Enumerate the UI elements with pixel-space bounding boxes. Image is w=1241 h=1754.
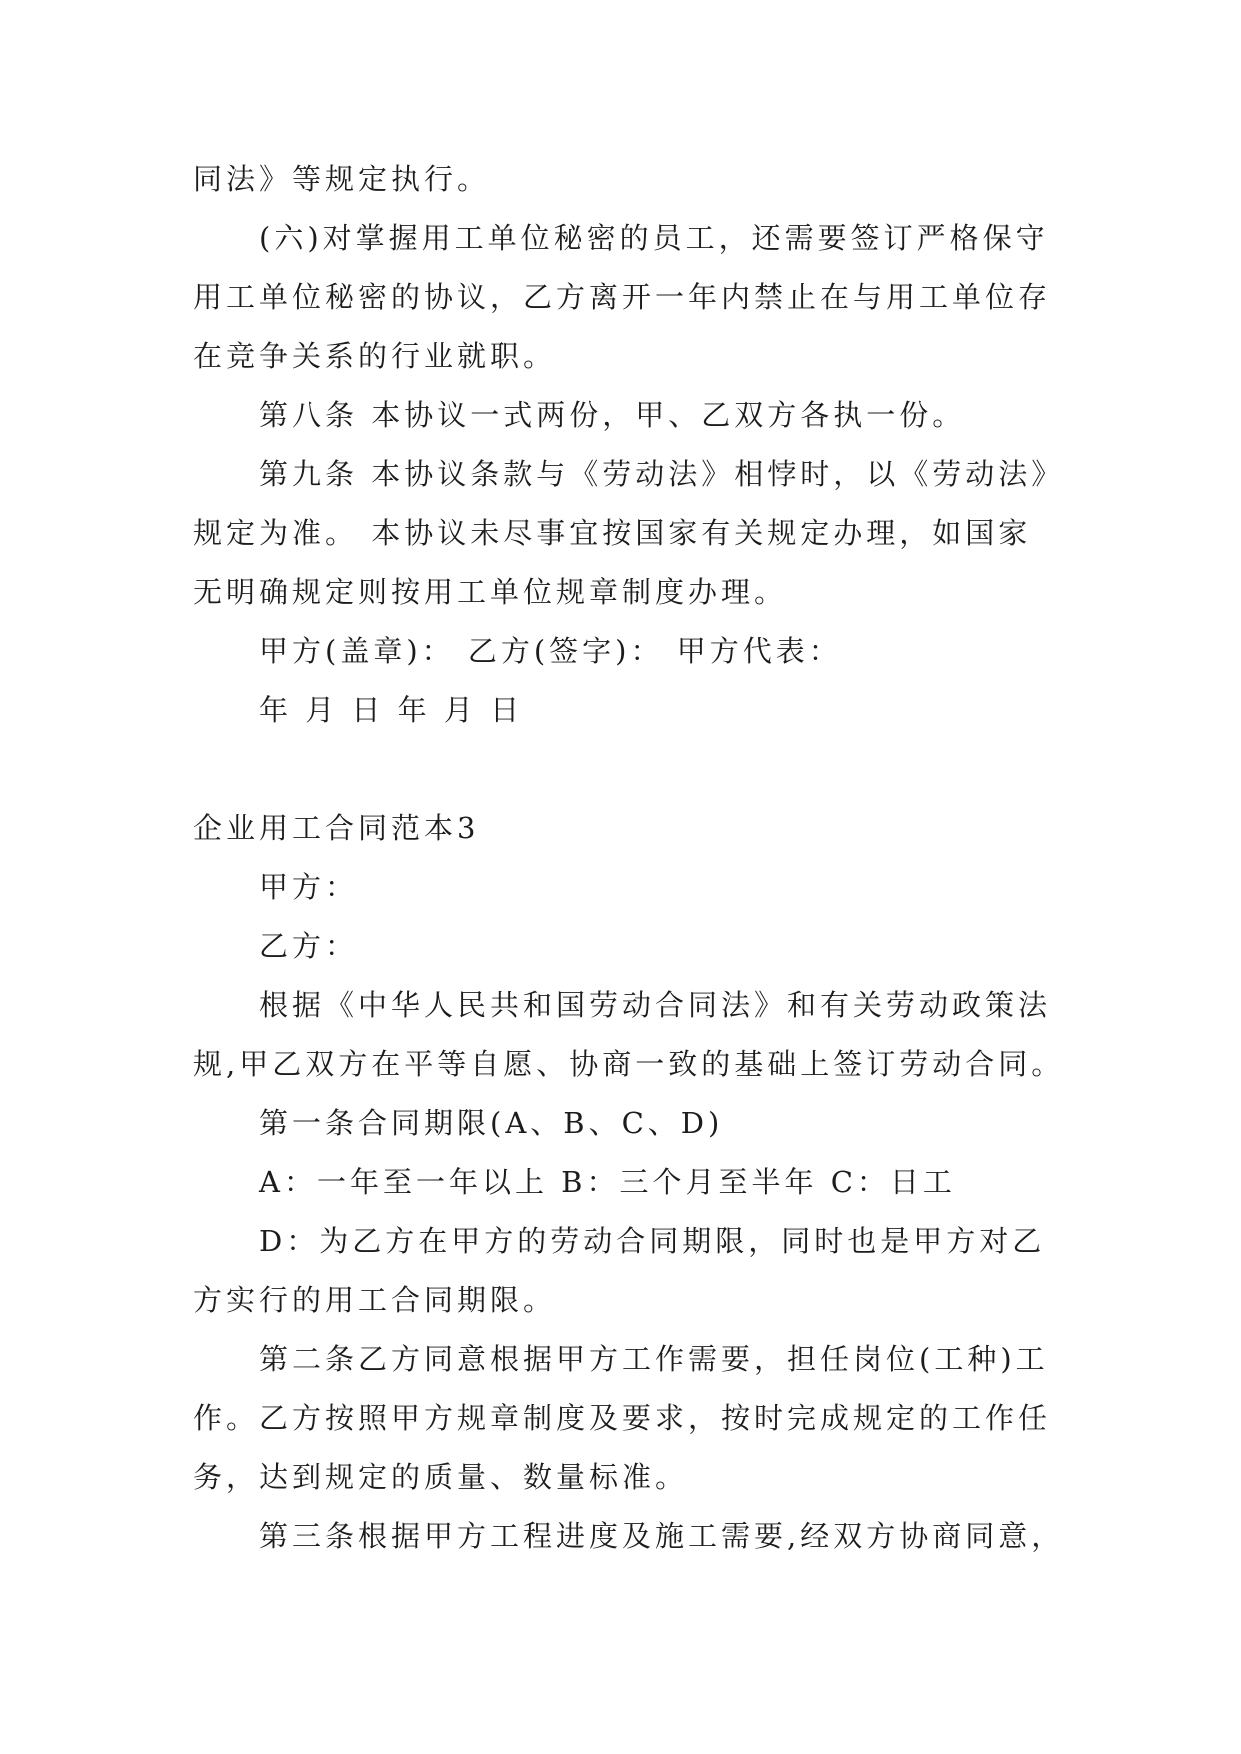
party-a-line <box>193 858 1153 917</box>
text-line: 年 月 日 年 月 日 <box>259 693 524 727</box>
text-line: 在竞争关系的行业就职。 <box>193 339 557 373</box>
paragraph-article-9 <box>193 445 1153 622</box>
text-line: 方实行的用工合同期限。 <box>193 1283 557 1317</box>
previous-contract-continuation <box>193 150 1153 740</box>
section-gap <box>193 740 1153 799</box>
paragraph-clause-6 <box>193 209 1153 386</box>
text-line: A：一年至一年以上 B：三个月至半年 C：日工 <box>259 1165 956 1199</box>
paragraph-term-d <box>193 1212 1153 1330</box>
paragraph-continuation <box>193 150 1153 209</box>
paragraph-article-3 <box>193 1507 1153 1566</box>
text-line: 第八条 本协议一式两份，甲、乙双方各执一份。 <box>259 398 966 432</box>
party-b-line <box>193 917 1153 976</box>
text-line: D：为乙方在甲方的劳动合同期限，同时也是甲方对乙 <box>259 1224 1046 1258</box>
text-line: 第二条乙方同意根据甲方工作需要，担任岗位(工种)工 <box>259 1342 1049 1376</box>
text-line: 甲方： <box>259 870 359 904</box>
section-title: 企业用工合同范本3 <box>193 811 480 845</box>
document-body <box>193 150 1153 1566</box>
paragraph-article-1 <box>193 1094 1153 1153</box>
text-line: 乙方： <box>259 929 359 963</box>
text-line: 作。乙方按照甲方规章制度及要求，按时完成规定的工作任 <box>193 1401 1052 1435</box>
contract-template-3 <box>193 799 1153 1566</box>
text-line: 务，达到规定的质量、数量标准。 <box>193 1460 689 1494</box>
text-line: 第一条合同期限(A、B、C、D) <box>259 1106 724 1140</box>
text-line: 第三条根据甲方工程进度及施工需要,经双方协商同意， <box>259 1519 1065 1553</box>
text-line: 根据《中华人民共和国劳动合同法》和有关劳动政策法 <box>259 988 1052 1022</box>
text-line: 甲方(盖章)： 乙方(签字)： 甲方代表： <box>259 634 842 668</box>
text-line: 规定为准。 本协议未尽事宜按国家有关规定办理，如国家 <box>193 516 1032 550</box>
text-line: (六)对掌握用工单位秘密的员工，还需要签订严格保守 <box>259 221 1049 255</box>
text-line: 用工单位秘密的协议，乙方离开一年内禁止在与用工单位存 <box>193 280 1052 314</box>
paragraph-article-2 <box>193 1330 1153 1507</box>
paragraph-article-8 <box>193 386 1153 445</box>
text-line: 第九条 本协议条款与《劳动法》相悖时，以《劳动法》 <box>259 457 1065 491</box>
text-line: 规,甲乙双方在平等自愿、协商一致的基础上签订劳动合同。 <box>193 1047 1065 1081</box>
paragraph-term-options <box>193 1153 1153 1212</box>
date-line <box>193 681 1153 740</box>
signature-line <box>193 622 1153 681</box>
text-line: 同法》等规定执行。 <box>193 162 491 196</box>
paragraph-preamble <box>193 976 1153 1094</box>
text-line: 无明确规定则按用工单位规章制度办理。 <box>193 575 788 609</box>
